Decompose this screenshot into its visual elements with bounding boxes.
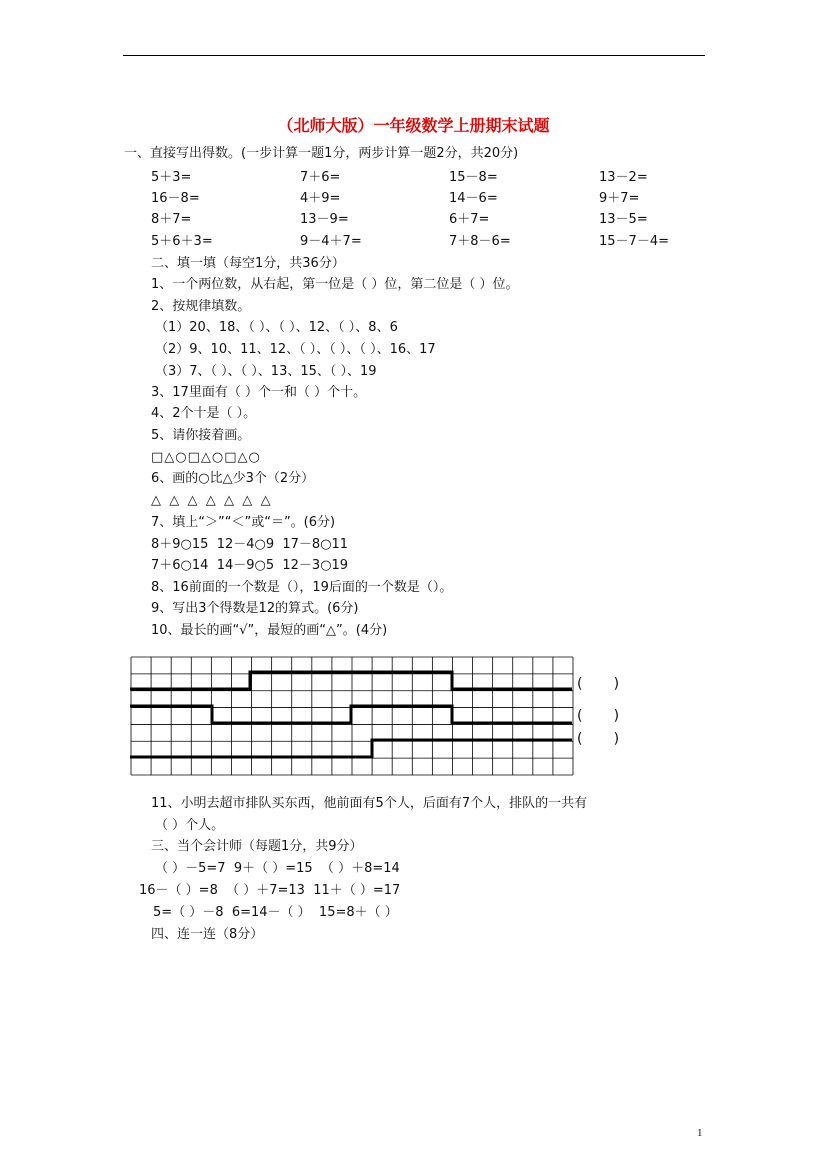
calc-item: 7＋8－6= <box>449 234 511 249</box>
section1-heading: 一、直接写出得数。(一步计算一题1分，两步计算一题2分，共20分) <box>124 146 519 161</box>
calc-item: 13－9= <box>300 212 349 227</box>
question-4: 4、2个十是（ ）。 <box>151 406 257 421</box>
line-a <box>130 672 572 689</box>
calc-item: 9－4＋7= <box>300 234 362 249</box>
compare-row: 8＋9○15 12－4○9 17－8○11 <box>151 537 349 552</box>
question-7: 7、填上“＞”“＜”或“＝”。(6分) <box>151 515 336 530</box>
question-11-blank: （ ）个人。 <box>155 818 225 833</box>
question-5: 5、请你接着画。 <box>151 428 251 443</box>
answer-bracket[interactable]: ( ) <box>577 676 620 692</box>
calc-item: 7＋6= <box>300 170 341 185</box>
line-c <box>130 740 572 757</box>
page-title: （北师大版）一年级数学上册期末试题 <box>277 116 550 135</box>
question-2-part-1: （1）20、18、（ ）、（ ）、12、（ ）、8、6 <box>155 320 398 335</box>
question-9: 9、写出3个得数是12的算式。(6分) <box>151 601 359 616</box>
calc-item: 6＋7= <box>449 212 490 227</box>
line-grid <box>130 656 574 776</box>
calc-row <box>0 191 827 207</box>
fill-row: （ ）－5=7 9＋（ ）=15 （ ）＋8=14 <box>155 861 400 876</box>
triangle-row: △ △ △ △ △ △ △ <box>151 493 271 508</box>
line-grid-figure <box>130 656 574 780</box>
answer-bracket[interactable]: ( ) <box>577 731 620 747</box>
compare-row: 7＋6○14 14－9○5 12－3○19 <box>151 558 349 573</box>
calc-row <box>0 212 827 228</box>
calc-row <box>0 170 827 186</box>
shape-sequence: □△○□△○□△○ <box>151 450 261 465</box>
calc-item: 13－2= <box>599 170 648 185</box>
calc-item: 9＋7= <box>599 191 640 206</box>
section4-heading: 四、连一连（8分） <box>151 927 264 942</box>
question-2: 2、按规律填数。 <box>151 299 251 314</box>
question-2-part-2: （2）9、10、11、12、（ ）、（ ）、（ ）、16、17 <box>155 342 436 357</box>
calc-item: 16－8= <box>151 191 200 206</box>
calc-item: 8＋7= <box>151 212 192 227</box>
question-6: 6、画的○比△少3个（2分） <box>151 471 315 486</box>
question-11: 11、小明去超市排队买东西，他前面有5个人，后面有7个人，排队的一共有 <box>151 796 588 811</box>
line-b <box>130 706 572 723</box>
calc-item: 15－7－4= <box>599 234 669 249</box>
header-rule <box>123 55 705 56</box>
calc-row <box>0 234 827 250</box>
section3-heading: 三、当个会计师（每题1分，共9分） <box>151 839 363 854</box>
question-8: 8、16前面的一个数是（），19后面的一个数是（）。 <box>151 580 453 595</box>
calc-item: 15－8= <box>449 170 498 185</box>
section2-heading: 二、填一填（每空1分，共36分） <box>151 256 345 271</box>
question-1: 1、一个两位数，从右起，第一位是（ ）位，第二位是（ ）位。 <box>151 277 519 292</box>
answer-bracket[interactable]: ( ) <box>577 708 620 724</box>
question-10: 10、最长的画“√”，最短的画“△”。(4分) <box>151 623 388 638</box>
question-2-part-3: （3）7、（ ）、（ ）、13、15、（ ）、19 <box>155 364 377 379</box>
fill-row: 16－（ ）=8 （ ）＋7=13 11＋（ ）=17 <box>139 883 401 898</box>
page-number: 1 <box>697 1127 703 1139</box>
calc-item: 4＋9= <box>300 191 341 206</box>
calc-item: 14－6= <box>449 191 498 206</box>
calc-item: 13－5= <box>599 212 648 227</box>
calc-item: 5＋6＋3= <box>151 234 213 249</box>
question-3: 3、17里面有（ ）个一和（ ）个十。 <box>151 385 367 400</box>
fill-row: 5=（ ）－8 6=14－（ ） 15=8＋（ ） <box>153 905 398 920</box>
calc-item: 5＋3= <box>151 170 192 185</box>
